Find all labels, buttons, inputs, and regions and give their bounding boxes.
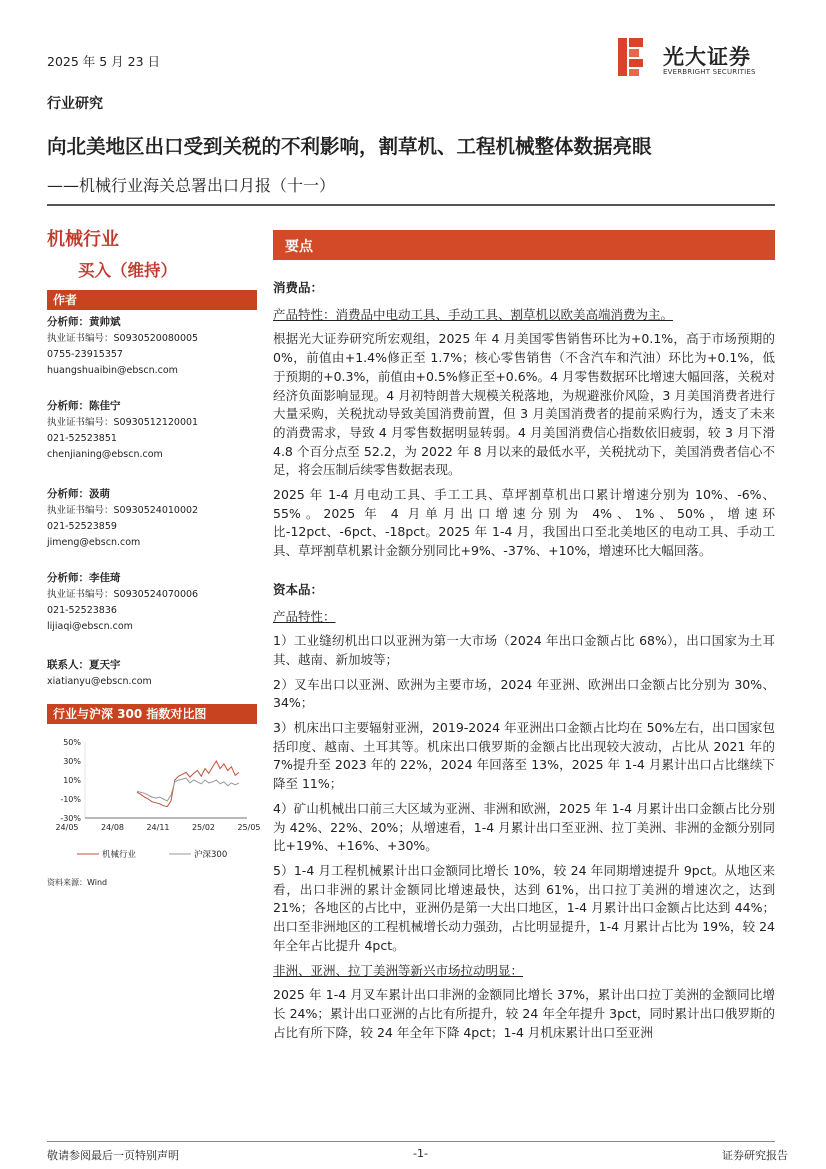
consumer-paragraph: 根据光大证券研究所宏观组，2025 年 4 月美国零售销售环比为+0.1%，高于市场预期的 0%，前值由+1.4%修正至 1.7%；核心零售销售（不含汽车和汽油）环比为+0.1%，低于预期的+0.3%，前值由+0.5%修正至+0.6%。4 月零售数据环比增速大幅回落，关税对经济负面影响显现。4 月初特朗普大规模关税落地，为规避涨价风险，3 月美国消费者进行大量采购，关税扰动导致美国消费前置，但 3 月美国消费者的提前采购行为，透支了未来的消费需求，导致 4 月零售数据明显转弱。4 月美国消费信心指数依旧疲弱，较 3 月下滑 4.8 个百分点至 52.2，为 2022 年 8 月以来的最低水平，关税扰动下，美国消费者信心不足，将会压制后续零售数据表现。 <box>273 331 775 478</box>
report-date: 2025 年 5 月 23 日 <box>47 54 161 69</box>
line-chart <box>47 732 261 877</box>
contact-name: 夏天宇 <box>89 659 121 671</box>
capital-item: 1）工业缝纫机出口以亚洲为第一大市场（2024 年出口金额占比 68%），出口国家为土耳其、越南、新加坡等； <box>273 633 775 667</box>
analyst-email[interactable]: jimeng@ebscn.com <box>47 537 141 548</box>
analyst-role: 分析师： <box>47 316 89 328</box>
analyst-role: 分析师： <box>47 488 89 500</box>
company-logo <box>618 36 778 82</box>
main-body <box>273 279 775 1048</box>
analyst-name: 黄帅斌 <box>89 316 121 328</box>
chart-section-header: 行业与沪深 300 指数对比图 <box>47 704 257 724</box>
investment-rating: 买入（维持） <box>78 261 177 280</box>
keypoints-header <box>273 230 775 260</box>
capital-feature: 产品特性： <box>273 608 336 624</box>
analyst-role: 分析师： <box>47 400 89 412</box>
everbright-logo-icon <box>618 38 646 76</box>
x-tick-label: 24/11 <box>146 823 170 832</box>
analyst-name: 陈佳宁 <box>89 400 121 412</box>
report-type: 证券研究报告 <box>722 1149 788 1162</box>
keypoints-header-label: 要点 <box>285 239 313 255</box>
analyst-card <box>47 486 198 551</box>
analyst-card <box>47 398 198 463</box>
index-comparison-chart <box>47 732 261 877</box>
page-number: -1- <box>413 1147 428 1160</box>
consumer-feature: 产品特性：消费品中电动工具、手动工具、割草机以欧美高端消费为主。 <box>273 306 674 322</box>
analyst-name: 汲萌 <box>89 488 110 500</box>
y-tick-label: 50% <box>63 738 81 747</box>
analyst-email[interactable]: huangshuaibin@ebscn.com <box>47 365 178 376</box>
logo-chinese-name: 光大证券 <box>663 45 751 69</box>
disclaimer-note[interactable]: 敬请参阅最后一页特别声明 <box>47 1149 179 1162</box>
consumer-section-title: 消费品： <box>273 280 324 295</box>
capital-item: 2）叉车出口以亚洲、欧洲为主要市场，2024 年亚洲、欧洲出口金额占比分别为 30%、34%； <box>273 676 775 711</box>
analyst-phone: 0755-23915357 <box>47 349 123 360</box>
legend-label: 沪深300 <box>194 850 228 860</box>
capital-item: 4）矿山机械出口前三大区域为亚洲、非洲和欧洲，2025 年 1-4 月累计出口金额占比分别为 42%、22%、20%；从增速看，1-4 月累计出口至亚洲、拉丁美洲、非洲的金额分别同比+19%、+16%、+30%。 <box>273 800 775 854</box>
emerging-paragraph: 2025 年 1-4 月叉车累计出口非洲的金额同比增长 37%，累计出口拉丁美洲的金额同比增长 24%；累计出口亚洲的占比有所提升，较 24 年全年提升 3pct，同时累计出口俄罗斯的占比有所下降，较 24 年全年下降 4pct；1-4 月机床累计出口至亚洲 <box>273 987 775 1040</box>
logo-english-name: EVERBRIGHT SECURITIES <box>663 68 756 76</box>
x-tick-label: 24/08 <box>100 823 125 832</box>
analyst-license: 执业证书编号：S0930524010002 <box>47 505 199 516</box>
series-line-machinery <box>137 761 239 807</box>
analyst-phone: 021-52523859 <box>47 521 117 532</box>
capital-section-title: 资本品： <box>273 581 324 597</box>
analyst-email[interactable]: chenjianing@ebscn.com <box>47 449 163 460</box>
y-tick-label: -10% <box>60 795 81 804</box>
legend-label: 机械行业 <box>102 850 137 860</box>
industry-name: 机械行业 <box>47 229 119 250</box>
analyst-license: 执业证书编号：S0930512120001 <box>47 417 199 428</box>
contact-email[interactable]: xiatianyu@ebscn.com <box>47 676 152 687</box>
analyst-card <box>47 314 198 379</box>
capital-item: 5）1-4 月工程机械累计出口金额同比增长 10%，较 24 年同期增速提升 9pct。从地区来看，出口非洲的累计金额同比增速最快，达到 61%，出口拉丁美洲的增速次之，达到 21%；各地区的占比中，亚洲仍是第一大出口地区，1-4 月累计出口金额占比达到 44%；出口至非洲地区的工程机械增长动力强劲，占比明显提升，1-4 月累计占比为 19%，较 24 年全年占比提升 4pct。 <box>273 862 775 953</box>
author-section-header: 作者 <box>47 290 257 310</box>
consumer-paragraph: 2025 年 1-4 月电动工具、手工工具、草坪割草机出口累计增速分别为 10%、-6%、55%。2025 年 4 月单月出口增速分别为 4%、1%、50%，增速环比-12pct、-6pct、-18pct。2025 年 1-4 月，我国出口至北美地区的电动工具、手动工具、草坪割草机累计金额分别同比+9%、-37%、+10%，增速环比大幅回落。 <box>273 487 775 559</box>
analyst-phone: 021-52523851 <box>47 433 117 444</box>
footer-divider <box>47 1141 775 1142</box>
analyst-name: 李佳琦 <box>89 572 121 584</box>
analyst-license: 执业证书编号：S0930520080005 <box>47 333 199 344</box>
emerging-section-title: 非洲、亚洲、拉丁美洲等新兴市场拉动明显： <box>273 962 524 978</box>
x-tick-label: 25/05 <box>237 823 261 832</box>
series-line-csi300 <box>137 778 239 801</box>
report-title: 向北美地区出口受到关税的不利影响，割草机、工程机械整体数据亮眼 <box>47 135 652 158</box>
analyst-email[interactable]: lijiaqi@ebscn.com <box>47 621 133 632</box>
analyst-card <box>47 570 198 635</box>
capital-item: 3）机床出口主要辐射亚洲，2019-2024 年亚洲出口金额占比均在 50%左右，出口国家包括印度、越南、土耳其等。机床出口俄罗斯的金额占比出现较大波动，占比从 2021 年的 7%提升至 2023 年的 22%，2024 年回落至 13%，2025 年 1-4 月累计出口占比继续下降至 11%； <box>273 720 775 792</box>
analyst-license: 执业证书编号：S0930524070006 <box>47 589 199 600</box>
chart-source: 资料来源：Wind <box>47 878 108 887</box>
title-divider <box>47 204 775 206</box>
report-subtitle: ——机械行业海关总署出口月报（十一） <box>47 176 336 195</box>
contact-role: 联系人： <box>47 659 89 671</box>
analyst-role: 分析师： <box>47 572 89 584</box>
y-tick-label: -30% <box>60 814 81 823</box>
analyst-phone: 021-52523836 <box>47 605 117 616</box>
x-tick-label: 24/05 <box>55 823 79 832</box>
report-category: 行业研究 <box>47 96 103 112</box>
x-tick-label: 25/02 <box>191 823 216 832</box>
y-tick-label: 10% <box>63 776 81 785</box>
y-tick-label: 30% <box>63 757 81 766</box>
contact-card <box>47 657 152 690</box>
